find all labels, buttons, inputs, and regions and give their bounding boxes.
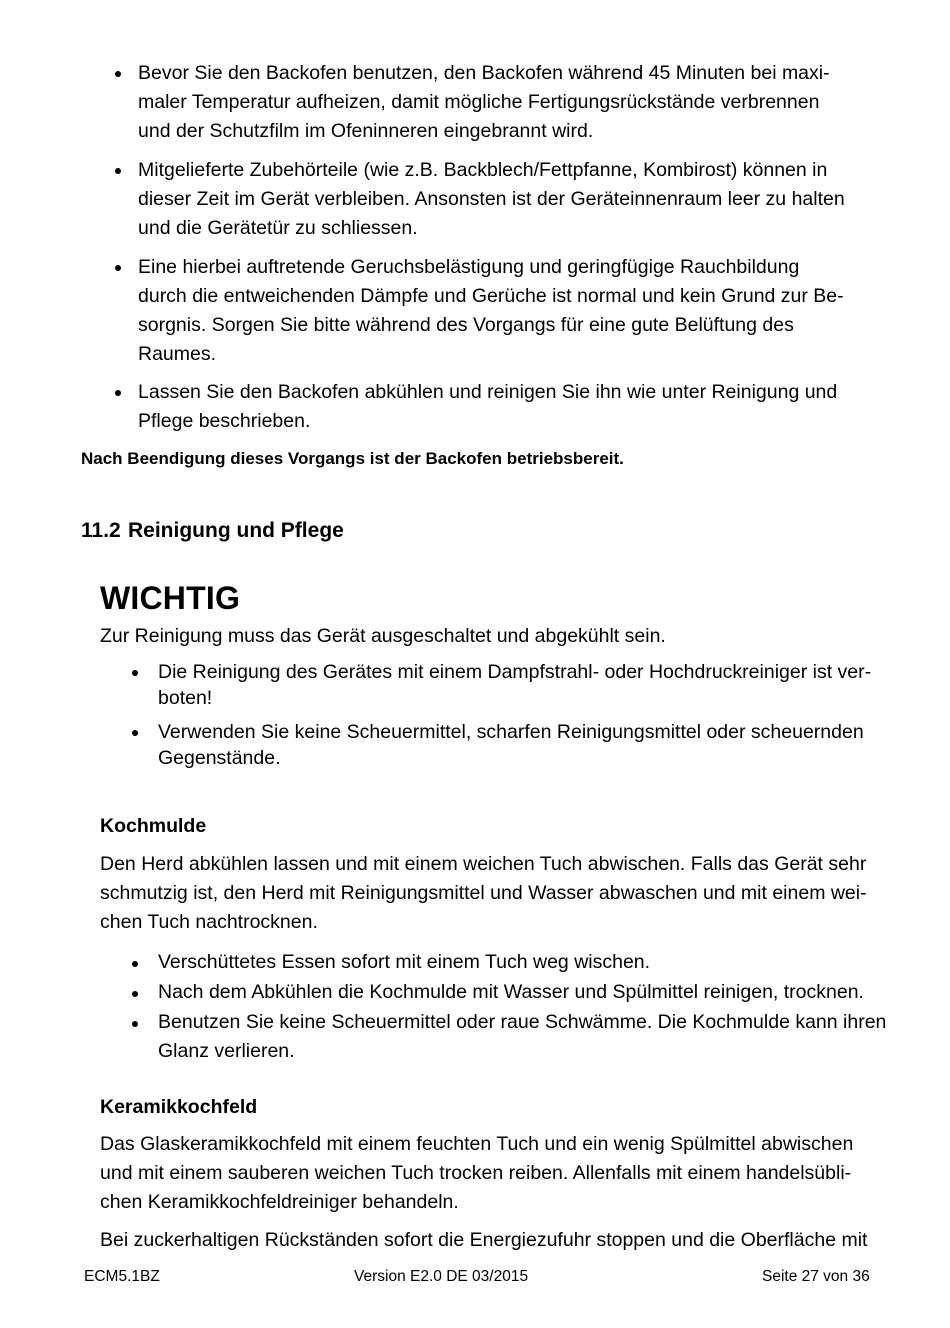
- text-line: maler Temperatur aufheizen, damit mögliche Fertigungsrückstände verbrennen: [138, 91, 820, 113]
- bullet-icon: [115, 265, 121, 271]
- text-line: Lassen Sie den Backofen abkühlen und reinigen Sie ihn wie unter Reinigung und: [138, 381, 838, 403]
- ready-note: Nach Beendigung dieses Vorgangs ist der Backofen betriebsbereit.: [81, 449, 624, 468]
- important-heading: WICHTIG: [100, 580, 241, 616]
- bullet-icon: [115, 71, 121, 77]
- section-title: Reinigung und Pflege: [128, 519, 344, 542]
- text-line: durch die entweichenden Dämpfe und Gerüche ist normal und kein Grund zur Be-: [138, 285, 844, 307]
- intro-bullet-4: [138, 378, 837, 436]
- text-line: sorgnis. Sorgen Sie bitte während des Vorgangs für eine gute Belüftung des: [138, 314, 794, 336]
- footer-model: ECM5.1BZ: [84, 1268, 160, 1285]
- section-number: 11.2: [81, 519, 121, 542]
- text-line: Glanz verlieren.: [158, 1040, 295, 1062]
- kochmulde-bullet-3: [158, 1008, 886, 1066]
- text-line: und der Schutzfilm im Ofeninneren eingebrannt wird.: [138, 120, 594, 142]
- footer-version: Version E2.0 DE 03/2015: [354, 1268, 529, 1285]
- intro-bullet-1: [138, 59, 830, 146]
- text-line: boten!: [158, 687, 213, 709]
- important-bullet-2: [158, 719, 864, 771]
- bullet-icon: [132, 1021, 138, 1027]
- text-line: Verwenden Sie keine Scheuermittel, scharfen Reinigungsmittel oder scheuernden: [158, 721, 864, 743]
- bullet-icon: [115, 168, 121, 174]
- text-line: und mit einem sauberen weichen Tuch trocken reiben. Allenfalls mit einem handelsübli-: [100, 1162, 852, 1184]
- keramik-paragraph: [100, 1130, 853, 1217]
- bullet-icon: [132, 991, 138, 997]
- keramik-heading: Keramikkochfeld: [100, 1096, 258, 1118]
- text-line: Pflege beschrieben.: [138, 410, 311, 432]
- text-line: Eine hierbei auftretende Geruchsbelästigung und geringfügige Rauchbildung: [138, 256, 800, 278]
- text-line: und die Gerätetür zu schliessen.: [138, 217, 418, 239]
- bullet-icon: [132, 730, 138, 736]
- text-line: Das Glaskeramikkochfeld mit einem feuchten Tuch und ein wenig Spülmittel abwischen: [100, 1133, 854, 1155]
- bullet-icon: [115, 390, 121, 396]
- text-line: Bevor Sie den Backofen benutzen, den Backofen während 45 Minuten bei maxi-: [138, 62, 830, 84]
- footer-page-number: Seite 27 von 36: [762, 1268, 870, 1285]
- text-line: Gegenstände.: [158, 747, 281, 769]
- text-line: chen Keramikkochfeldreiniger behandeln.: [100, 1191, 459, 1213]
- intro-bullet-2: [138, 156, 845, 243]
- kochmulde-bullet-2: Nach dem Abkühlen die Kochmulde mit Wasser und Spülmittel reinigen, trocknen.: [158, 981, 864, 1003]
- text-line: Mitgelieferte Zubehörteile (wie z.B. Backblech/Fettpfanne, Kombirost) können in: [138, 159, 828, 181]
- bullet-icon: [132, 961, 138, 967]
- text-line: Den Herd abkühlen lassen und mit einem weichen Tuch abwischen. Falls das Gerät sehr: [100, 853, 867, 875]
- text-line: Benutzen Sie keine Scheuermittel oder raue Schwämme. Die Kochmulde kann ihren: [158, 1011, 887, 1033]
- bullet-icon: [132, 670, 138, 676]
- text-line: Die Reinigung des Gerätes mit einem Dampfstrahl- oder Hochdruckreiniger ist ver-: [158, 661, 872, 683]
- keramik-last-line: Bei zuckerhaltigen Rückständen sofort die Energiezufuhr stoppen und die Oberfläche mit: [100, 1229, 868, 1251]
- text-line: dieser Zeit im Gerät verbleiben. Ansonsten ist der Geräteinnenraum leer zu halten: [138, 188, 845, 210]
- text-line: schmutzig ist, den Herd mit Reinigungsmittel und Wasser abwaschen und mit einem wei-: [100, 882, 867, 904]
- important-bullet-1: [158, 659, 871, 711]
- important-intro: Zur Reinigung muss das Gerät ausgeschaltet und abgekühlt sein.: [100, 625, 666, 647]
- kochmulde-bullet-1: Verschüttetes Essen sofort mit einem Tuch weg wischen.: [158, 951, 651, 973]
- kochmulde-paragraph: [100, 850, 867, 937]
- kochmulde-heading: Kochmulde: [100, 815, 207, 837]
- text-line: Raumes.: [138, 343, 217, 365]
- intro-bullet-3: [138, 253, 844, 369]
- text-line: chen Tuch nachtrocknen.: [100, 911, 318, 933]
